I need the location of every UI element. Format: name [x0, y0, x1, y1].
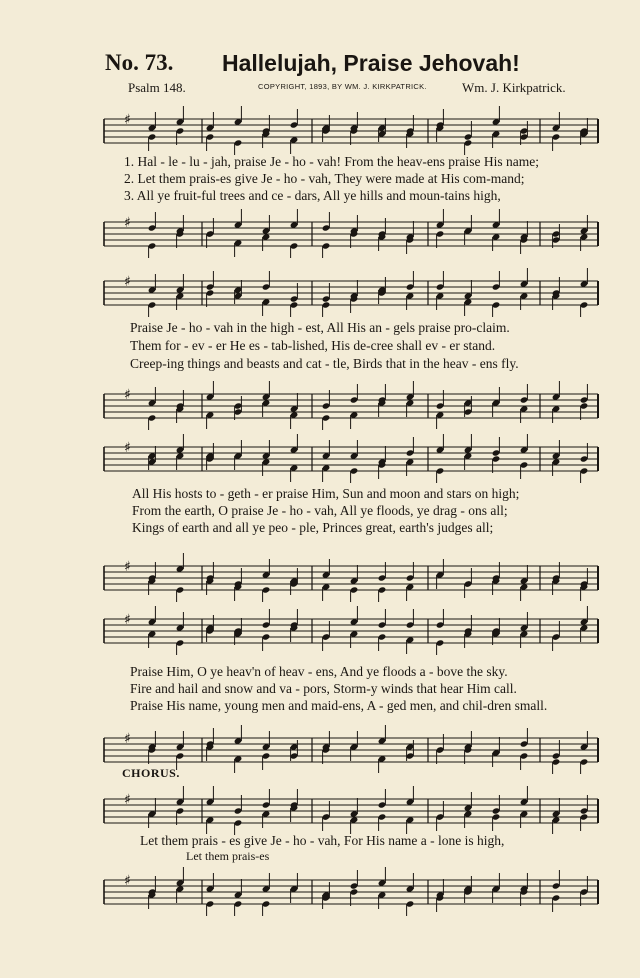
treble-staff: [100, 433, 600, 483]
lyric-line-2-2: Them for - ev - er He es - tab-lished, His de-cree shall ev - er stand.: [130, 338, 496, 353]
treble-staff: [100, 105, 600, 155]
composer-credit: Wm. J. Kirkpatrick.: [462, 80, 566, 95]
hymn-title: Hallelujah, Praise Jehovah!: [222, 50, 520, 76]
svg-text:♯: ♯: [124, 387, 131, 403]
svg-text:♯: ♯: [124, 612, 131, 628]
bass-staff: [100, 866, 600, 916]
svg-text:♯: ♯: [124, 559, 131, 575]
svg-text:♯: ♯: [124, 112, 131, 128]
lyric-line-3-1: All His hosts to - geth - er praise Him, Sun and moon and stars on high;: [132, 486, 520, 501]
svg-text:♯: ♯: [124, 274, 131, 290]
lyric-line-2-3: Creep-ing things and beasts and cat - tle, Birds that in the heav - ens fly.: [130, 356, 519, 371]
svg-text:♯: ♯: [124, 873, 131, 889]
lyric-line-1-3: 3. All ye fruit-ful trees and ce - dars, All ye hills and moun-tains high,: [124, 188, 501, 203]
hymn-number: No. 73.: [105, 50, 174, 75]
treble-staff: [100, 267, 600, 317]
lyric-line-4-3: Praise His name, young men and maid-ens, A - ged men, and chil-dren small.: [130, 698, 548, 713]
bass-staff: [100, 380, 600, 430]
music-system-chorus: [100, 780, 600, 910]
bass-staff: [100, 552, 600, 602]
music-system-4: [100, 600, 600, 765]
svg-text:♯: ♯: [124, 792, 131, 808]
lyric-line-1-1: 1. Hal - le - lu - jah, praise Je - ho - vah! From the heav-ens praise His name;: [124, 154, 539, 169]
svg-text:♯: ♯: [124, 215, 131, 231]
svg-text:♯: ♯: [124, 440, 131, 456]
scripture-reference: Psalm 148.: [128, 80, 186, 95]
lyric-line-chorus-2: Let them prais-es: [186, 849, 270, 863]
music-system-1: [100, 100, 600, 250]
copyright-notice: COPYRIGHT, 1893, BY WM. J. KIRKPATRICK.: [258, 82, 427, 91]
music-system-3: [100, 428, 600, 588]
music-system-2: [100, 262, 600, 417]
treble-staff: [100, 605, 600, 655]
lyric-line-2-1: Praise Je - ho - vah in the high - est, All His an - gels praise pro-claim.: [130, 320, 510, 335]
lyric-line-3-2: From the earth, O praise Je - ho - vah, All ye floods, ye drag - ons all;: [132, 503, 508, 518]
lyric-line-3-3: Kings of earth and all ye peo - ple, Princes great, earth's judges all;: [132, 520, 494, 535]
bass-staff: [100, 208, 600, 258]
lyric-line-4-2: Fire and hail and snow and va - pors, Storm-y winds that hear Him call.: [130, 681, 517, 696]
chorus-label: CHORUS.: [122, 766, 180, 780]
svg-text:♯: ♯: [124, 731, 131, 747]
treble-staff: [100, 785, 600, 835]
lyric-line-1-2: 2. Let them prais-es give Je - ho - vah, They were made at His com-mand;: [124, 171, 525, 186]
lyric-line-chorus-1: Let them prais - es give Je - ho - vah, For His name a - lone is high,: [140, 833, 505, 848]
lyric-line-4-1: Praise Him, O ye heav'n of heav - ens, And ye floods a - bove the sky.: [130, 664, 508, 679]
